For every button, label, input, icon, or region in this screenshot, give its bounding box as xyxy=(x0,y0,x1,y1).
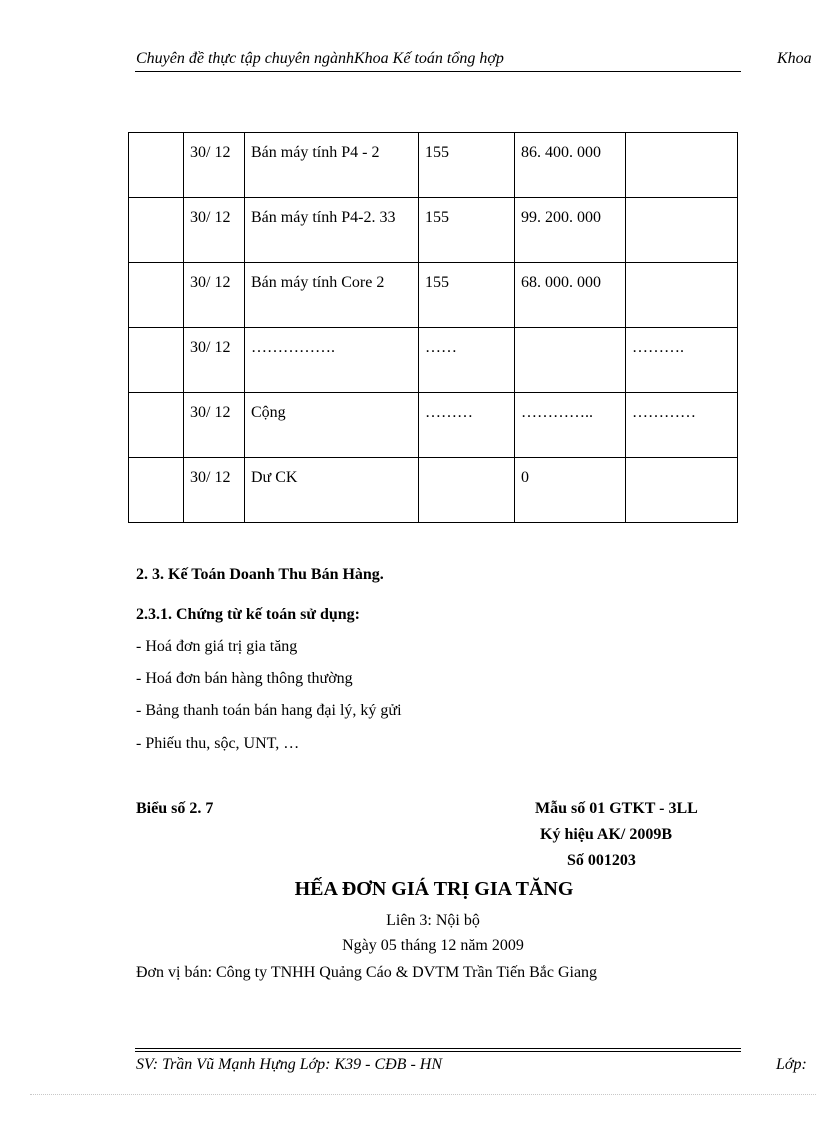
list-item: - Hoá đơn giá trị gia tăng xyxy=(136,638,298,655)
table-cell-extra xyxy=(626,263,738,328)
table-cell-date: 30/ 12 xyxy=(184,263,245,328)
table-row xyxy=(129,263,738,328)
invoice-copy: Liên 3: Nội bộ xyxy=(386,912,480,929)
invoice-date: Ngày 05 tháng 12 năm 2009 xyxy=(342,937,524,954)
table-cell-extra xyxy=(626,133,738,198)
table-cell-account: …… xyxy=(419,328,515,393)
table-cell-blank xyxy=(129,458,184,523)
invoice-form-number: Mẫu số 01 GTKT - 3LL xyxy=(535,800,698,817)
page-edge-divider xyxy=(30,1094,816,1095)
table-cell-extra xyxy=(626,458,738,523)
table-cell-account xyxy=(419,458,515,523)
section-heading: 2. 3. Kế Toán Doanh Thu Bán Hàng. xyxy=(136,566,384,583)
page-footer-right: Lớp: xyxy=(776,1056,807,1073)
list-item: - Phiếu thu, sộc, UNT, … xyxy=(136,735,300,752)
table-cell-blank xyxy=(129,198,184,263)
table-row xyxy=(129,198,738,263)
table-cell-account: 155 xyxy=(419,133,515,198)
table-cell-blank xyxy=(129,263,184,328)
table-cell-amount: ………….. xyxy=(515,393,626,458)
table-cell-blank xyxy=(129,393,184,458)
invoice-number: Số 001203 xyxy=(567,852,636,869)
table-cell-extra: ………… xyxy=(626,393,738,458)
section-subheading: 2.3.1. Chứng từ kế toán sử dụng: xyxy=(136,606,360,623)
table-cell-date: 30/ 12 xyxy=(184,393,245,458)
table-row xyxy=(129,393,738,458)
table-cell-account: 155 xyxy=(419,198,515,263)
list-item: - Bảng thanh toán bán hang đại lý, ký gửi xyxy=(136,702,402,719)
table-cell-account: ……… xyxy=(419,393,515,458)
table-cell-extra xyxy=(626,198,738,263)
table-cell-amount xyxy=(515,328,626,393)
table-cell-amount: 86. 400. 000 xyxy=(515,133,626,198)
table-cell-account: 155 xyxy=(419,263,515,328)
table-cell-description: Cộng xyxy=(245,393,419,458)
table-row xyxy=(129,458,738,523)
table-cell-date: 30/ 12 xyxy=(184,198,245,263)
table-cell-description: ……………. xyxy=(245,328,419,393)
table-cell-amount: 0 xyxy=(515,458,626,523)
footer-divider xyxy=(135,1048,741,1049)
footer-divider-secondary xyxy=(135,1051,741,1052)
table-cell-date: 30/ 12 xyxy=(184,133,245,198)
table-cell-extra: ………. xyxy=(626,328,738,393)
table-cell-description: Dư CK xyxy=(245,458,419,523)
table-row xyxy=(129,133,738,198)
ledger-table xyxy=(128,132,738,523)
table-cell-amount: 68. 000. 000 xyxy=(515,263,626,328)
table-cell-date: 30/ 12 xyxy=(184,458,245,523)
invoice-title: HẾA ĐƠN GIÁ TRỊ GIA TĂNG xyxy=(294,878,574,900)
table-cell-description: Bán máy tính P4-2. 33 xyxy=(245,198,419,263)
page-header-title: Chuyên đề thực tập chuyên ngànhKhoa Kế toán tổng hợp xyxy=(136,50,504,67)
page-footer-student: SV: Trần Vũ Mạnh Hựng Lớp: K39 - CĐB - HN xyxy=(136,1056,443,1073)
table-cell-date: 30/ 12 xyxy=(184,328,245,393)
page-header-right: Khoa xyxy=(777,50,812,67)
table-row xyxy=(129,328,738,393)
list-item: - Hoá đơn bán hàng thông thường xyxy=(136,670,353,687)
table-cell-amount: 99. 200. 000 xyxy=(515,198,626,263)
table-cell-description: Bán máy tính P4 - 2 xyxy=(245,133,419,198)
invoice-label: Biểu số 2. 7 xyxy=(136,800,214,817)
header-divider xyxy=(135,71,741,72)
table-cell-description: Bán máy tính Core 2 xyxy=(245,263,419,328)
table-cell-blank xyxy=(129,133,184,198)
invoice-seller: Đơn vị bán: Công ty TNHH Quảng Cáo & DVTM Trần Tiến Bắc Giang xyxy=(136,964,598,981)
invoice-symbol: Ký hiệu AK/ 2009B xyxy=(540,826,673,843)
table-cell-blank xyxy=(129,328,184,393)
